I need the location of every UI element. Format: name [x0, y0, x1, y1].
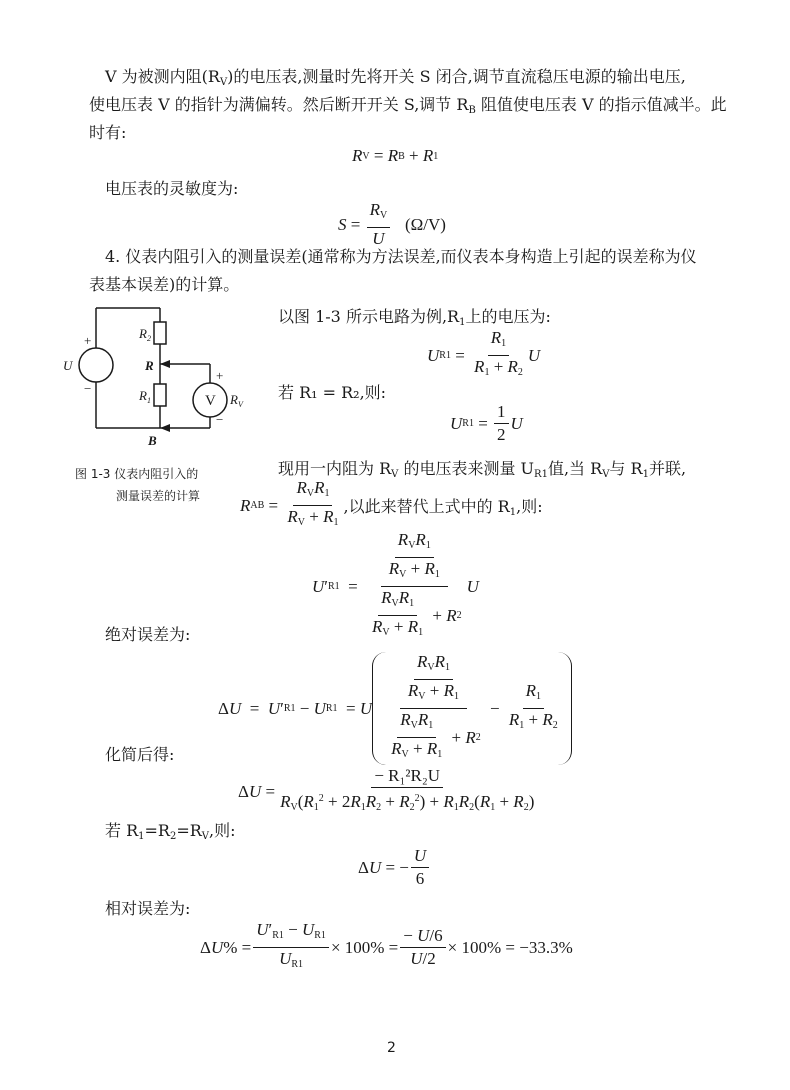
paragraph-line: 若 R₁ = R₂,则: — [278, 383, 387, 402]
paragraph-line: 时有: — [89, 123, 127, 142]
figure-caption: 图 1-3 仪表内阻引入的 — [75, 467, 199, 481]
node-r-arrow — [160, 360, 170, 368]
equation-relative-error: Δ U % = $\frac{U'_{R1} - U_{R1}}{U_{R1}}$ × 100% = $\frac{- U/6}{U/2}$ × 100% = −33.3% — [200, 920, 573, 970]
equation-ur1: U R1 = $\frac{R_1}{R_1 + R_2}$ U — [427, 328, 541, 378]
paragraph-line: 绝对误差为: — [105, 625, 191, 644]
paragraph-line: 使电压表 V 的指针为满偏转。然后断开开关 S,调节 $R_B$ 阻值使电压表 V 的指示值减半。此 — [89, 95, 727, 116]
source-minus: − — [84, 381, 92, 396]
source-plus: + — [84, 333, 92, 348]
node-r-label: R — [145, 358, 154, 373]
paragraph-line: 4. 仪表内阻引入的测量误差(通常称为方法误差,而仪表本身构造上引起的误差称为仪 — [105, 247, 697, 266]
paragraph-line: 相对误差为: — [105, 899, 191, 918]
paragraph-line: 现用一内阻为 $R_V$ 的电压表来测量 $U_{R1}$值,当 $R_V$与 $R_1$并联, — [278, 459, 687, 480]
circuit-diagram — [60, 300, 250, 460]
r1-label: $R_1$ — [139, 388, 151, 405]
equation-sensitivity: S = $\frac{R_V}{U}$ (Ω/V) — [338, 200, 446, 248]
paragraph-line: V 为被测内阻$(R_V)$的电压表,测量时先将开关 S 闭合,调节直流稳压电源的输出电压, — [105, 67, 686, 88]
paragraph-line: 电压表的灵敏度为: — [105, 179, 239, 198]
equation-simplified: Δ U = $\frac{\text{− R₁²R₂U}}{R_V(R_1^2 + 2R_1R_2 + R_2^2) + R_1R_2(R_1 + R_2)}$ — [238, 766, 535, 813]
paragraph-line: 以图 1-3 所示电路为例$,R_1$上的电压为: — [278, 307, 551, 328]
equation-rab: R AB = $\frac{R_VR_1}{R_V + R_1}$ ,以此来替代上式中的 $R_1$,则: — [240, 478, 543, 528]
equation-delta-u: Δ U = U ′ R1 − U R1 = U $\frac{R_VR_1}{R_V + R_1}$ $\frac{R_VR_1}{R_V + R_1}$ + R 2 − $\frac{R_1}{R_1 + R_2}$ — [218, 652, 572, 765]
paragraph-line: 若 $R_1=R_2=R_V$,则: — [105, 821, 236, 842]
rv-label: $R_V$ — [230, 392, 243, 409]
equation-rv: R V = R B + R 1 — [352, 146, 439, 165]
r2-label: $R_2$ — [139, 326, 151, 343]
voltmeter-plus: + — [216, 368, 224, 383]
voltmeter-minus: − — [216, 412, 224, 427]
paragraph-line: 表基本误差)的计算。 — [89, 275, 240, 294]
equation-ur1-prime: U ′ R1 = $\frac{R_VR_1}{R_V + R_1}$ $\frac{R_VR_1}{R_V + R_1}$ + R 2 U — [312, 530, 479, 638]
page-number: 2 — [387, 1040, 396, 1056]
source-label: U — [63, 358, 73, 373]
node-b-label: B — [148, 433, 157, 448]
paragraph-line: 化简后得: — [105, 745, 175, 764]
equation-delta-u-sixth: Δ U = − $\frac{U}{6}$ — [358, 846, 431, 889]
node-b-arrow — [160, 424, 170, 432]
voltmeter-label: V — [205, 393, 216, 409]
figure-caption: 测量误差的计算 — [116, 489, 201, 503]
equation-ur1-half: U R1 = $\frac{1}{2}$ U — [450, 402, 523, 444]
